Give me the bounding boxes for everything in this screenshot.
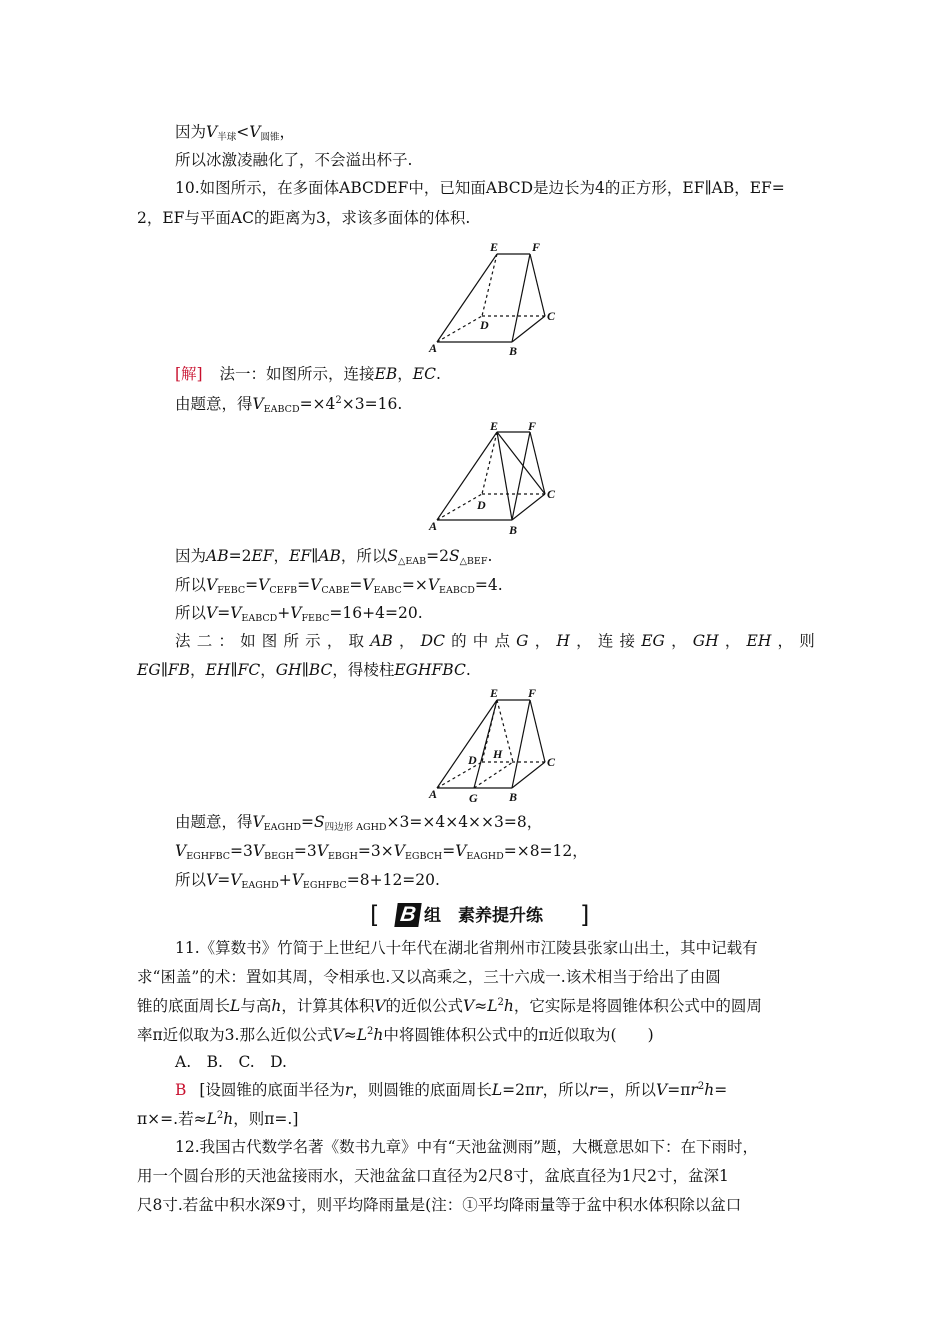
label-E: E (490, 686, 499, 700)
method-2-line-2: EG∥FB，EH∥FC，GH∥BC，得棱柱EGHFBC. (137, 661, 471, 679)
question-11-line-3: 锥的底面周长L与高h，计算其体积V的近似公式$V\approx L^2h$，它实际是将圆锥体积公式中的圆周 (137, 997, 762, 1015)
question-12-line-2: 用一个圆台形的天池盆接雨水，天池盆盆口直径为2尺8寸，盆底直径为1尺2寸，盆深1 (137, 1167, 729, 1185)
question-11-line-2: 求“囷盖”的术：置如其周，令相承也.又以高乘之，三十六成一.该术相当于给出了由圆 (137, 968, 721, 986)
label-E: E (490, 419, 499, 433)
question-12-line-1: 12.我国古代数学名著《数书九章》中有“天池盆测雨”题，大概意思如下：在下雨时， (175, 1138, 759, 1156)
question-12-line-3: 尺8寸.若盆中积水深9寸，则平均降雨量是(注：①平均降雨量等于盆中积水体积除以盆口 (137, 1196, 742, 1214)
text-line: 因为V半球<V圆锥， (175, 123, 295, 143)
label-E: E (490, 240, 499, 254)
polyhedron-figure-1 (425, 238, 565, 356)
label-B: B (509, 344, 518, 356)
question-11-line-4: 率π近似取为3.那么近似公式$V\approx L^2h$中将圆锥体积公式中的π近似取为( ) (137, 1026, 654, 1044)
solution-line-3: 因为AB=2EF，EF∥AB，所以S△EAB=2S△BEF. (175, 547, 493, 567)
bracket-close: ] (580, 901, 590, 929)
group-letter-badge: B (394, 903, 421, 927)
label-C: C (547, 755, 556, 769)
question-10-line-1: 10.如图所示，在多面体ABCDEF中，已知面ABCD是边长为4的正方形，EF∥AB，EF= (175, 179, 785, 197)
bracket-open: [ (370, 901, 380, 929)
answer-11-line-1: B [设圆锥的底面半径为r，则圆锥的底面周长L=2πr，所以r=，所以$V=\pi r^2h=$ (175, 1081, 728, 1099)
label-F: F (528, 419, 537, 433)
label-C: C (547, 309, 556, 323)
solution-line-5: 所以V=VEABCD+VFEBC=16+4=20. (175, 604, 423, 624)
label-B: B (509, 523, 518, 537)
solution-line-1: [解] 法一：如图所示，连接EB，EC. (175, 365, 441, 383)
label-D: D (480, 318, 489, 332)
polyhedron-figure-2 (425, 418, 565, 538)
question-10-line-2: 2，EF与平面AC的距离为3，求该多面体的体积. (137, 209, 471, 227)
label-F: F (528, 686, 537, 700)
solution-line-8: 所以V=VEAGHD+VEGHFBC=8+12=20. (175, 871, 440, 891)
label-B: B (509, 790, 518, 804)
label-C: C (547, 487, 556, 501)
polyhedron-figure-3 (425, 684, 565, 808)
solution-line-6: 由题意，得VEAGHD=S四边形 AGHD×3=×4×4××3=8， (175, 813, 543, 833)
text-line: 所以冰激凌融化了，不会溢出杯子. (175, 151, 413, 169)
label-F: F (532, 240, 541, 254)
solution-tag: [解] (175, 365, 203, 383)
label-D: D (477, 498, 486, 512)
answer-11-line-2: π×=.若$\approx L^2h$，则π=.] (137, 1110, 299, 1128)
label-A: A (429, 787, 438, 801)
label-A: A (429, 341, 438, 355)
question-11-options: A. B. C. D. (175, 1053, 287, 1071)
solution-line-4: 所以VFEBC=VCEFB=VCABE=VEABC=×VEABCD=4. (175, 576, 503, 596)
section-title: 组 素养提升练 (424, 906, 543, 926)
label-H: H (493, 747, 503, 761)
solution-line-2: 由题意，得$VEABCD=\times 4^2\times 3=16$. (175, 395, 403, 415)
solution-line-7: VEGHFBC=3VBEGH=3VEBGH=3×VEGBCH=VEAGHD=×8=12， (175, 842, 588, 862)
answer-letter: B (175, 1081, 187, 1099)
question-11-line-1: 11.《算数书》竹简于上世纪八十年代在湖北省荆州市江陵县张家山出土，其中记载有 (175, 939, 758, 957)
label-A: A (429, 519, 438, 533)
label-D: D (468, 753, 477, 767)
section-heading (370, 902, 592, 930)
label-G: G (469, 791, 478, 805)
method-2-line-1: 法 二 ： 如 图 所 示 ， 取 AB ， DC 的 中 点 G ， H ， 连 接 EG ， GH ， EH ， 则 (175, 632, 815, 650)
